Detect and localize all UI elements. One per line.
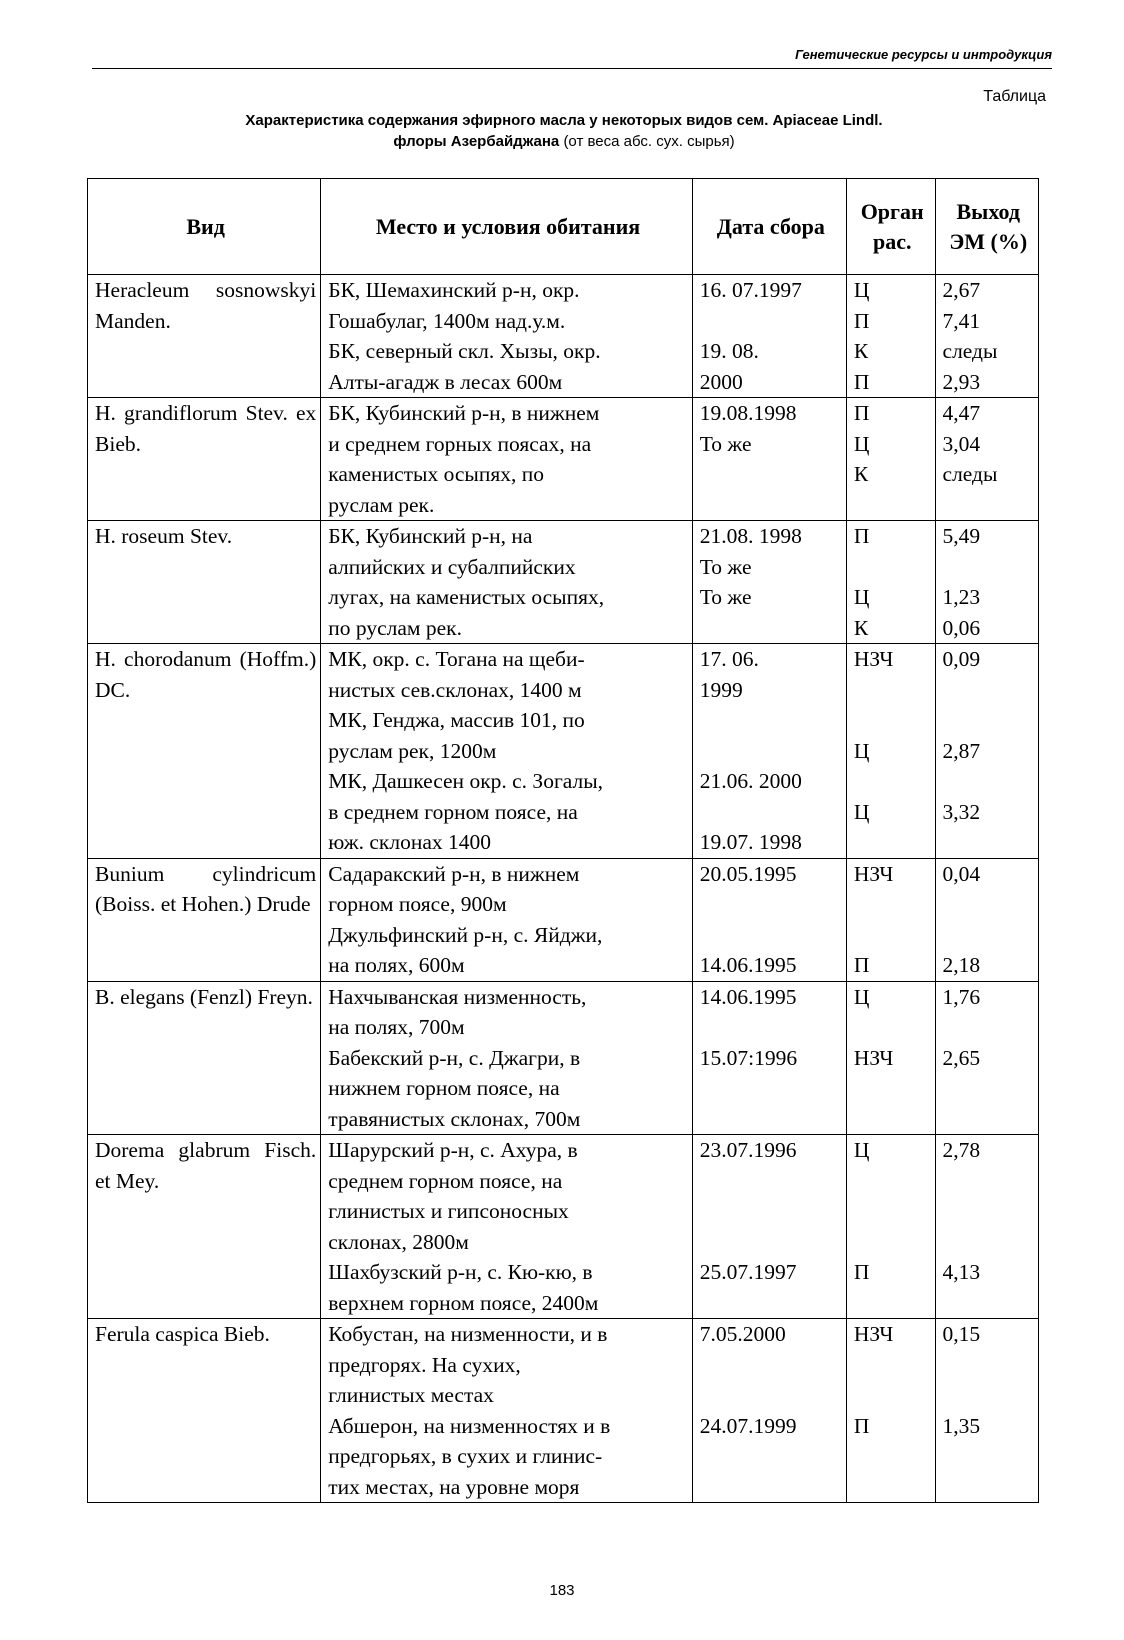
column-header-species: Вид — [88, 179, 321, 275]
table-row — [88, 1135, 1039, 1319]
place-line: травянистых склонах, 700м — [328, 1106, 581, 1131]
place-line: МК, Дашкесен окр. с. Зогалы, — [328, 769, 604, 793]
place-line: Кобустан, на низменности, и в — [328, 1322, 608, 1346]
place-cell — [321, 858, 693, 981]
organ-cell — [846, 398, 935, 521]
organ-line: Ц — [853, 799, 870, 824]
place-line: предгорях. На сухих, — [328, 1352, 521, 1377]
organ-line: П — [853, 369, 870, 394]
place-line: на полях, 700м — [328, 1015, 465, 1039]
yield-cell — [935, 1135, 1038, 1319]
date-line: То же — [699, 585, 752, 609]
place-line: руслам рек. — [328, 492, 435, 517]
organ-line — [854, 552, 931, 583]
date-cell — [692, 858, 846, 981]
yield-cell — [935, 398, 1038, 521]
date-line: 2000 — [699, 369, 743, 394]
organ-line — [854, 1012, 931, 1043]
date-line — [700, 1380, 842, 1411]
organ-line — [854, 1073, 931, 1104]
date-line: 14.06.1995 — [699, 984, 797, 1009]
yield-line — [943, 1073, 1034, 1104]
date-cell — [692, 644, 846, 859]
organ-line — [854, 1472, 931, 1503]
organ-line: П — [853, 401, 870, 425]
date-line — [700, 920, 842, 951]
organ-cell — [846, 1135, 935, 1319]
yield-line: 4,47 — [942, 401, 981, 425]
date-cell — [692, 521, 846, 644]
essential-oil-table — [87, 178, 1039, 1503]
table-row — [88, 981, 1039, 1135]
date-line — [700, 490, 842, 521]
table-label: Таблица — [983, 88, 1046, 105]
table-row — [88, 398, 1039, 521]
table-header-row — [88, 179, 1039, 275]
species-cell: B. elegans (Fenzl) Freyn. — [88, 981, 321, 1135]
yield-line — [943, 766, 1034, 797]
place-line: и среднем горных поясах, на — [328, 431, 592, 456]
date-line: 21.08. 1998 — [699, 524, 802, 548]
organ-line: П — [853, 953, 870, 977]
date-line — [700, 1166, 842, 1197]
organ-line: К — [853, 462, 869, 486]
date-cell — [692, 1319, 846, 1503]
date-line — [700, 1073, 842, 1104]
date-line — [700, 1227, 842, 1258]
organ-line — [854, 1196, 931, 1227]
date-line: 19.07. 1998 — [699, 830, 802, 854]
table-row — [88, 644, 1039, 859]
yield-line: 7,41 — [942, 308, 981, 333]
date-line — [700, 1104, 842, 1135]
place-line: Шахбузский р-н, с. Кю-кю, в — [328, 1260, 593, 1284]
organ-line — [854, 1350, 931, 1381]
place-line: глинистых местах — [328, 1383, 494, 1407]
organ-line: НЗЧ — [853, 861, 894, 886]
species-cell: Bunium cylindricum (Boiss. et Hohen.) Drude — [88, 858, 321, 981]
yield-line: 1,23 — [942, 585, 981, 609]
column-header-date: Дата сбора — [692, 179, 846, 275]
yield-line: 0,06 — [942, 615, 981, 640]
place-line: верхнем горном поясе, 2400м — [328, 1290, 599, 1315]
date-line — [700, 797, 842, 828]
date-line — [700, 1441, 842, 1472]
table-row — [88, 521, 1039, 644]
date-line — [700, 1350, 842, 1381]
date-line: 23.07.1996 — [699, 1138, 797, 1162]
yield-line: 4,13 — [942, 1260, 981, 1284]
organ-line: НЗЧ — [853, 1322, 894, 1346]
date-line — [700, 1196, 842, 1227]
yield-line — [943, 1288, 1034, 1319]
yield-line — [943, 1380, 1034, 1411]
table-caption — [92, 110, 1036, 152]
yield-line — [943, 705, 1034, 736]
date-cell — [692, 981, 846, 1135]
yield-line: 2,93 — [942, 369, 981, 394]
place-line: на полях, 600м — [328, 953, 465, 977]
date-cell — [692, 398, 846, 521]
place-line: склонах, 2800м — [328, 1229, 469, 1254]
place-cell — [321, 275, 693, 398]
yield-cell — [935, 1319, 1038, 1503]
date-line — [700, 705, 842, 736]
yield-line — [943, 1104, 1034, 1135]
date-line — [700, 1288, 842, 1319]
organ-line — [854, 1288, 931, 1319]
place-line: МК, Генджа, массив 101, по — [328, 708, 585, 732]
organ-cell — [846, 644, 935, 859]
organ-line: НЗЧ — [853, 647, 894, 671]
caption-title-line1: Характеристика содержания эфирного масла у некоторых видов сем. Apiaceae Lindl. — [245, 112, 883, 129]
date-line: 21.06. 2000 — [699, 769, 802, 793]
date-line — [700, 1472, 842, 1503]
organ-line: НЗЧ — [853, 1045, 894, 1070]
organ-cell — [846, 521, 935, 644]
organ-line: П — [853, 1260, 870, 1284]
organ-line: К — [853, 615, 869, 640]
place-line: предгорьях, в сухих и глинис- — [328, 1444, 603, 1468]
yield-line — [943, 1166, 1034, 1197]
table-body — [88, 275, 1039, 1503]
yield-line — [943, 490, 1034, 521]
organ-line — [854, 889, 931, 920]
date-line: 7.05.2000 — [699, 1322, 786, 1346]
yield-line — [943, 889, 1034, 920]
place-line: руслам рек, 1200м — [328, 738, 497, 763]
yield-line: следы — [942, 339, 998, 363]
yield-line — [943, 1350, 1034, 1381]
place-line: глинистых и гипсоносных — [328, 1199, 569, 1223]
place-line: в среднем горном поясе, на — [328, 799, 578, 824]
place-line: по руслам рек. — [328, 615, 463, 640]
yield-line: 2,78 — [942, 1138, 981, 1162]
yield-line — [943, 1472, 1034, 1503]
place-line: Садаракский р-н, в нижнем — [328, 861, 580, 886]
place-line: каменистых осыпях, по — [328, 462, 545, 486]
place-line: нижнем горном поясе, на — [328, 1076, 560, 1100]
yield-cell — [935, 644, 1038, 859]
place-line: БК, Шемахинский р-н, окр. — [328, 278, 580, 302]
species-cell: Dorema glabrum Fisch. et Mey. — [88, 1135, 321, 1319]
organ-line — [854, 827, 931, 858]
organ-line: П — [853, 308, 870, 333]
table-row — [88, 275, 1039, 398]
yield-line: 2,18 — [942, 953, 981, 977]
column-header-organ: Орган рас. — [846, 179, 935, 275]
organ-line: Ц — [853, 431, 870, 456]
running-header — [92, 44, 1052, 69]
yield-line: 0,09 — [942, 647, 981, 671]
running-title: Генетические ресурсы и интродукция — [795, 47, 1052, 62]
organ-line — [854, 920, 931, 951]
yield-cell — [935, 275, 1038, 398]
table-row — [88, 858, 1039, 981]
date-line — [700, 736, 842, 767]
date-line: То же — [699, 431, 752, 456]
place-cell — [321, 644, 693, 859]
date-line — [700, 459, 842, 490]
place-line: лугах, на каменистых осыпях, — [328, 585, 605, 609]
yield-line — [943, 920, 1034, 951]
place-line: Нахчыванская низменность, — [328, 984, 587, 1009]
caption-title-line2: флоры Азербайджана — [393, 133, 560, 150]
organ-line — [854, 1166, 931, 1197]
yield-line: 3,04 — [942, 431, 981, 456]
date-line: 19. 08. — [699, 339, 759, 363]
date-line: 15.07:1996 — [699, 1045, 798, 1070]
place-line: БК, северный скл. Хызы, окр. — [328, 339, 601, 363]
place-line: Абшерон, на низменностях и в — [328, 1413, 611, 1438]
organ-line — [854, 1227, 931, 1258]
species-cell: H. chorodanum (Hoffm.) DC. — [88, 644, 321, 859]
place-line: Алты-агадж в лесах 600м — [328, 369, 563, 394]
species-cell: H. roseum Stev. — [88, 521, 321, 644]
yield-cell — [935, 521, 1038, 644]
place-line: тих местах, на уровне моря — [328, 1474, 580, 1499]
yield-line: 0,15 — [942, 1322, 981, 1346]
place-line: среднем горном поясе, на — [328, 1168, 563, 1193]
organ-line — [854, 1380, 931, 1411]
organ-line: Ц — [853, 738, 870, 763]
species-cell: Heracleum sosnowskyi Manden. — [88, 275, 321, 398]
place-line: горном поясе, 900м — [328, 892, 507, 916]
place-line: Шарурский р-н, с. Ахура, в — [328, 1138, 578, 1162]
date-line: 19.08.1998 — [699, 401, 797, 425]
organ-line: П — [853, 524, 870, 548]
organ-line: Ц — [853, 984, 870, 1009]
organ-line — [854, 1104, 931, 1135]
place-cell — [321, 1319, 693, 1503]
date-line — [700, 1012, 842, 1043]
yield-cell — [935, 858, 1038, 981]
yield-line: 1,76 — [942, 984, 981, 1009]
yield-line: 3,32 — [942, 799, 981, 824]
date-cell — [692, 1135, 846, 1319]
place-line: Бабекский р-н, с. Джагри, в — [328, 1045, 581, 1070]
date-line: 25.07.1997 — [699, 1260, 797, 1284]
place-line: Джульфинский р-н, с. Яйджи, — [328, 922, 603, 947]
column-header-habitat: Место и условия обитания — [321, 179, 693, 275]
date-line: То же — [699, 554, 752, 579]
place-line: МК, окр. с. Тогана на щеби- — [328, 647, 585, 671]
species-cell: Ferula caspica Bieb. — [88, 1319, 321, 1503]
place-line: нистых сев.склонах, 1400 м — [328, 677, 582, 702]
yield-line: 1,35 — [942, 1413, 981, 1438]
place-line: БК, Кубинский р-н, в нижнем — [328, 401, 600, 425]
date-line: 1999 — [699, 677, 743, 702]
organ-cell — [846, 275, 935, 398]
yield-line — [943, 1227, 1034, 1258]
date-line: 24.07.1999 — [699, 1413, 797, 1438]
organ-line — [854, 705, 931, 736]
place-line: БК, Кубинский р-н, на — [328, 524, 533, 548]
place-cell — [321, 521, 693, 644]
place-line: алпийских и субалпийских — [328, 554, 576, 579]
yield-line: 2,65 — [942, 1045, 981, 1070]
date-cell — [692, 275, 846, 398]
yield-cell — [935, 981, 1038, 1135]
page-number: 183 — [549, 1582, 575, 1599]
date-line — [700, 613, 842, 644]
yield-line — [943, 827, 1034, 858]
organ-cell — [846, 858, 935, 981]
yield-line — [943, 1196, 1034, 1227]
organ-line: П — [853, 1413, 870, 1438]
table-row — [88, 1319, 1039, 1503]
organ-line: Ц — [853, 1138, 870, 1162]
place-cell — [321, 981, 693, 1135]
date-line: 20.05.1995 — [699, 861, 797, 886]
species-cell: H. grandiflorum Stev. ex Bieb. — [88, 398, 321, 521]
organ-line — [854, 766, 931, 797]
date-line — [700, 306, 842, 337]
place-cell — [321, 398, 693, 521]
place-line: Гошабулаг, 1400м над.у.м. — [328, 308, 566, 333]
yield-line: 0,04 — [942, 861, 981, 886]
organ-cell — [846, 1319, 935, 1503]
date-line: 14.06.1995 — [699, 953, 797, 977]
organ-line — [854, 675, 931, 706]
yield-line — [943, 1441, 1034, 1472]
caption-line2 — [92, 131, 1036, 152]
place-cell — [321, 1135, 693, 1319]
organ-line — [854, 490, 931, 521]
date-line — [700, 889, 842, 920]
caption-note: (от веса абс. сух. сырья) — [563, 133, 735, 150]
yield-line: 2,67 — [942, 278, 981, 302]
date-line: 16. 07.1997 — [699, 278, 802, 302]
organ-line: Ц — [853, 278, 870, 302]
yield-line: 2,87 — [942, 738, 981, 763]
yield-line — [943, 1012, 1034, 1043]
yield-line: следы — [942, 462, 998, 486]
organ-line — [854, 1441, 931, 1472]
yield-line — [943, 675, 1034, 706]
yield-line — [943, 552, 1034, 583]
organ-line: Ц — [853, 585, 870, 609]
column-header-yield: Выход ЭМ (%) — [935, 179, 1038, 275]
organ-cell — [846, 981, 935, 1135]
place-line: юж. склонах 1400 — [328, 830, 492, 854]
date-line: 17. 06. — [699, 647, 759, 671]
organ-line: К — [853, 339, 869, 363]
yield-line: 5,49 — [942, 524, 981, 548]
